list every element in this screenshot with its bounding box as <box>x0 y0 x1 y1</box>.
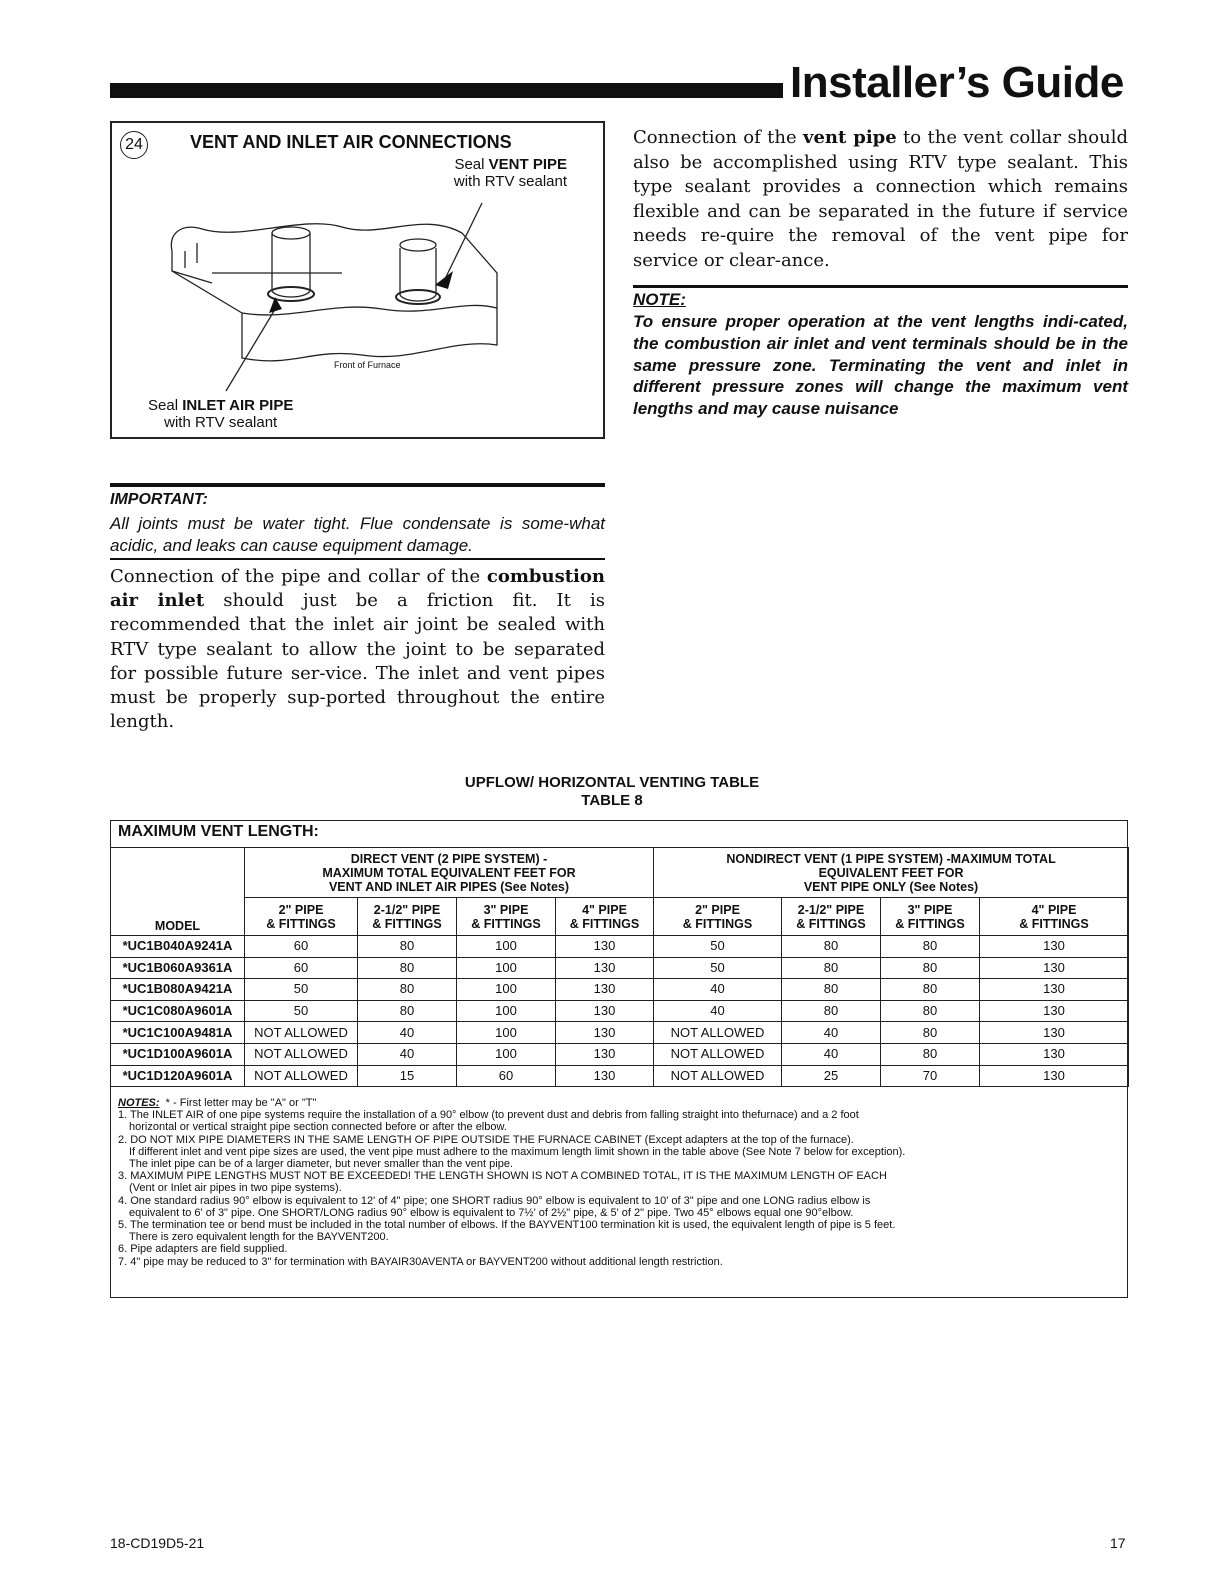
nondirect-header-line1: NONDIRECT VENT (1 PIPE SYSTEM) -MAXIMUM TOTAL <box>726 851 1056 866</box>
vent-length-cell: 80 <box>782 1000 881 1022</box>
vent-length-cell: 80 <box>782 957 881 979</box>
model-cell: *UC1D120A9601A <box>111 1065 245 1087</box>
size-header <box>881 898 980 936</box>
vent-length-cell: 130 <box>556 979 654 1001</box>
vent-length-cell: 40 <box>782 1043 881 1065</box>
vent-length-cell: 80 <box>881 936 980 958</box>
table-row <box>111 936 1129 958</box>
note-line: 2. DO NOT MIX PIPE DIAMETERS IN THE SAME LENGTH OF PIPE OUTSIDE THE FURNACE CABINET (Except adapters at the top of the furnace). <box>118 1133 854 1146</box>
vent-length-cell: 40 <box>782 1022 881 1044</box>
inlet-label-line2: with RTV sealant <box>164 414 278 431</box>
vent-pipe-paragraph <box>633 126 1128 273</box>
size-label: 2" PIPE <box>278 902 324 917</box>
vent-length-cell: 130 <box>556 936 654 958</box>
fittings-label: & FITTINGS <box>682 916 753 931</box>
size-header <box>782 898 881 936</box>
table-title: UPFLOW/ HORIZONTAL VENTING TABLE <box>464 774 760 791</box>
vent-length-cell: 80 <box>881 1043 980 1065</box>
fittings-label: & FITTINGS <box>569 916 640 931</box>
inlet-para-bold: combustion air inlet <box>110 566 605 612</box>
vent-length-cell: NOT ALLOWED <box>654 1022 782 1044</box>
table-row <box>111 1065 1129 1087</box>
vent-length-cell: NOT ALLOWED <box>245 1065 358 1087</box>
important-rule-top <box>110 483 605 487</box>
table-notes <box>118 1097 1123 1268</box>
direct-header-line1: DIRECT VENT (2 PIPE SYSTEM) - <box>350 851 548 866</box>
vent-length-cell: 80 <box>881 957 980 979</box>
model-cell: *UC1D100A9601A <box>111 1043 245 1065</box>
vent-length-cell: 70 <box>881 1065 980 1087</box>
vent-length-cell: 130 <box>980 1022 1129 1044</box>
vent-length-cell: 80 <box>881 979 980 1001</box>
vent-length-cell: NOT ALLOWED <box>654 1043 782 1065</box>
nondirect-header-line3: VENT PIPE ONLY (See Notes) <box>803 879 979 894</box>
note-line: 4. One standard radius 90° elbow is equivalent to 12' of 4" pipe; one SHORT radius 90° elbow is equivalent to 10' of 3" pipe and one LONG radius elbow is <box>118 1194 871 1207</box>
vent-length-cell: 60 <box>245 957 358 979</box>
vent-para-bold: vent pipe <box>803 127 897 148</box>
size-label: 2-1/2" PIPE <box>373 902 441 917</box>
size-label: 3" PIPE <box>907 902 953 917</box>
furnace-pipe-illustration <box>112 123 607 441</box>
header-rule <box>110 83 783 98</box>
vent-length-cell: 100 <box>457 1043 556 1065</box>
note-line: equivalent to 6' of 3" pipe. One SHORT/LONG radius 90° elbow is equivalent to 7½' of 2½" pipe, & 5' of 2" pipe. Two 45° elbows equal one 90°elbow. <box>129 1206 854 1219</box>
vent-length-cell: 80 <box>782 936 881 958</box>
figure-vent-inlet-connections <box>110 121 605 439</box>
table-caption: MAXIMUM VENT LENGTH: <box>118 823 319 840</box>
size-header <box>457 898 556 936</box>
vent-label-prefix: Seal <box>454 156 489 173</box>
fittings-label: & FITTINGS <box>895 916 965 931</box>
important-rule-bottom <box>110 558 605 560</box>
size-label: 4" PIPE <box>582 902 627 917</box>
vent-length-cell: 100 <box>457 1000 556 1022</box>
vent-length-cell: 40 <box>654 1000 782 1022</box>
combustion-inlet-paragraph <box>110 565 605 734</box>
model-header: MODEL <box>111 848 245 936</box>
size-label: 2-1/2" PIPE <box>797 902 865 917</box>
vent-length-cell: 130 <box>980 1000 1129 1022</box>
vent-length-cell: 130 <box>556 1065 654 1087</box>
note-line: 1. The INLET AIR of one pipe systems require the installation of a 90° elbow (to prevent dust and debris from falling straight into thefurnace) and a 2 foot <box>118 1109 859 1122</box>
vent-length-cell: 130 <box>980 979 1129 1001</box>
figure-number: 24 <box>120 131 148 159</box>
note-line: 5. The termination tee or bend must be included in the total number of elbows. If the BAYVENT100 termination kit is used, the equivalent length of pipe is 5 feet. <box>118 1219 896 1232</box>
vent-length-cell: 80 <box>358 979 457 1001</box>
direct-header-line2: MAXIMUM TOTAL EQUIVALENT FEET FOR <box>322 865 576 880</box>
vent-length-cell: 80 <box>358 957 457 979</box>
vent-length-cell: NOT ALLOWED <box>245 1043 358 1065</box>
notes-label: NOTES: <box>118 1097 160 1109</box>
size-label: 4" PIPE <box>1031 902 1077 917</box>
vent-length-cell: 100 <box>457 957 556 979</box>
note-line: 3. MAXIMUM PIPE LENGTHS MUST NOT BE EXCEEDED! THE LENGTH SHOWN IS NOT A COMBINED TOTAL, IT IS THE MAXIMUM LENGTH OF EACH <box>118 1170 887 1183</box>
inlet-label-bold: INLET AIR PIPE <box>182 397 294 414</box>
vent-length-cell: 60 <box>457 1065 556 1087</box>
notes-first-line <box>118 1097 1123 1109</box>
note-rule <box>633 285 1128 288</box>
vent-label-line2: with RTV sealant <box>453 173 567 190</box>
vent-length-cell: 130 <box>556 1043 654 1065</box>
vent-para-text-2: to the vent collar should also be accomplished using RTV type sealant. This type sealant provides a connection which remains flexible and can be separated in the future if service needs re-quire the removal of the vent pipe for service or clear-ance. <box>633 127 1129 271</box>
document-number: 18-CD19D5-21 <box>110 1535 205 1551</box>
vent-length-cell: 80 <box>881 1000 980 1022</box>
model-cell: *UC1C100A9481A <box>111 1022 245 1044</box>
size-header <box>556 898 654 936</box>
nondirect-header-line2: EQUIVALENT FEET FOR <box>818 865 964 880</box>
vent-length-cell: 100 <box>457 936 556 958</box>
vent-length-cell: 130 <box>980 1043 1129 1065</box>
nondirect-vent-header <box>654 848 1129 898</box>
note-line: The inlet pipe can be of a larger diameter, but never smaller than the vent pipe. <box>129 1158 514 1171</box>
vent-length-cell: 80 <box>881 1022 980 1044</box>
figure-title: VENT AND INLET AIR CONNECTIONS <box>190 132 512 152</box>
fittings-label: & FITTINGS <box>372 916 442 931</box>
note-line: If different inlet and vent pipe sizes are used, the vent pipe must adhere to the maximum length limit shown in the table above (See Note 7 below for exception). <box>129 1145 906 1158</box>
vent-length-cell: 100 <box>457 979 556 1001</box>
table-row <box>111 979 1129 1001</box>
vent-length-cell: 40 <box>358 1043 457 1065</box>
model-cell: *UC1B080A9421A <box>111 979 245 1001</box>
size-header <box>980 898 1129 936</box>
front-of-furnace-label: Front of Furnace <box>334 360 401 370</box>
inlet-air-pipe-label <box>148 397 293 431</box>
vent-length-cell: 130 <box>556 1022 654 1044</box>
vent-length-cell: 130 <box>980 936 1129 958</box>
vent-length-cell: NOT ALLOWED <box>654 1065 782 1087</box>
fittings-label: & FITTINGS <box>471 916 541 931</box>
vent-label-bold: VENT PIPE <box>488 156 567 173</box>
vent-para-text-1: Connection of the <box>633 127 804 148</box>
size-label: 3" PIPE <box>483 902 529 917</box>
fittings-label: & FITTINGS <box>796 916 866 931</box>
vent-length-cell: 40 <box>358 1022 457 1044</box>
note-line: horizontal or vertical straight pipe section connected before or after the elbow. <box>129 1121 507 1134</box>
note-heading: NOTE: <box>633 290 686 309</box>
fittings-label: & FITTINGS <box>266 916 336 931</box>
size-label: 2" PIPE <box>695 902 740 917</box>
vent-length-cell: 15 <box>358 1065 457 1087</box>
vent-length-cell: 130 <box>980 1065 1129 1087</box>
vent-length-cell: 40 <box>654 979 782 1001</box>
note-body: To ensure proper operation at the vent lengths indi-cated, the combustion air inlet and vent terminals should be in the same pressure zone. Terminating the vent and inlet in different pressure zones will change the maximum vent lengths and may cause nuisance <box>633 312 1128 419</box>
important-body: All joints must be water tight. Flue condensate is some-what acidic, and leaks can cause equipment damage. <box>110 514 605 555</box>
note-line: (Vent or Inlet air pipes in two pipe systems). <box>129 1182 342 1195</box>
vent-length-cell: 80 <box>358 936 457 958</box>
notes-star: * - First letter may be "A" or "T" <box>159 1097 317 1109</box>
vent-length-cell: 80 <box>358 1000 457 1022</box>
table-row <box>111 957 1129 979</box>
venting-table <box>110 847 1129 1087</box>
vent-length-cell: 130 <box>556 1000 654 1022</box>
fittings-label: & FITTINGS <box>1019 916 1089 931</box>
venting-table-body <box>111 936 1129 1087</box>
table-subtitle: TABLE 8 <box>581 792 643 809</box>
vent-length-cell: 50 <box>654 957 782 979</box>
direct-vent-header <box>245 848 654 898</box>
vent-length-cell: 80 <box>782 979 881 1001</box>
inlet-para-text-2: should just be a friction fit. It is recommended that the inlet air joint be sealed with RTV type sealant to allow the joint to be separated for possible future ser-vice. The inlet and vent pipes must be properly sup-ported throughout the entire length. <box>110 590 606 733</box>
vent-length-cell: NOT ALLOWED <box>245 1022 358 1044</box>
vent-length-cell: 50 <box>245 1000 358 1022</box>
model-cell: *UC1C080A9601A <box>111 1000 245 1022</box>
table-row <box>111 1000 1129 1022</box>
vent-length-cell: 60 <box>245 936 358 958</box>
vent-length-cell: 50 <box>654 936 782 958</box>
important-heading: IMPORTANT: <box>110 491 208 508</box>
size-header <box>245 898 358 936</box>
page-number: 17 <box>1110 1535 1126 1551</box>
inlet-para-text-1: Connection of the pipe and collar of the <box>110 566 487 587</box>
table-row <box>111 1022 1129 1044</box>
note-line: 6. Pipe adapters are field supplied. <box>118 1243 288 1256</box>
model-cell: *UC1B060A9361A <box>111 957 245 979</box>
direct-header-line3: VENT AND INLET AIR PIPES (See Notes) <box>328 879 570 894</box>
table-row <box>111 1043 1129 1065</box>
vent-length-cell: 25 <box>782 1065 881 1087</box>
note-line: There is zero equivalent length for the BAYVENT200. <box>129 1231 389 1244</box>
vent-length-cell: 130 <box>980 957 1129 979</box>
page-title: Installer’s Guide <box>790 58 1124 107</box>
vent-length-cell: 100 <box>457 1022 556 1044</box>
model-cell: *UC1B040A9241A <box>111 936 245 958</box>
inlet-label-prefix: Seal <box>148 397 183 414</box>
size-header <box>358 898 457 936</box>
vent-length-cell: 130 <box>556 957 654 979</box>
note-line: 7. 4" pipe may be reduced to 3" for termination with BAYAIR30AVENTA or BAYVENT200 without additional length restriction. <box>118 1255 723 1268</box>
vent-length-cell: 50 <box>245 979 358 1001</box>
size-header <box>654 898 782 936</box>
